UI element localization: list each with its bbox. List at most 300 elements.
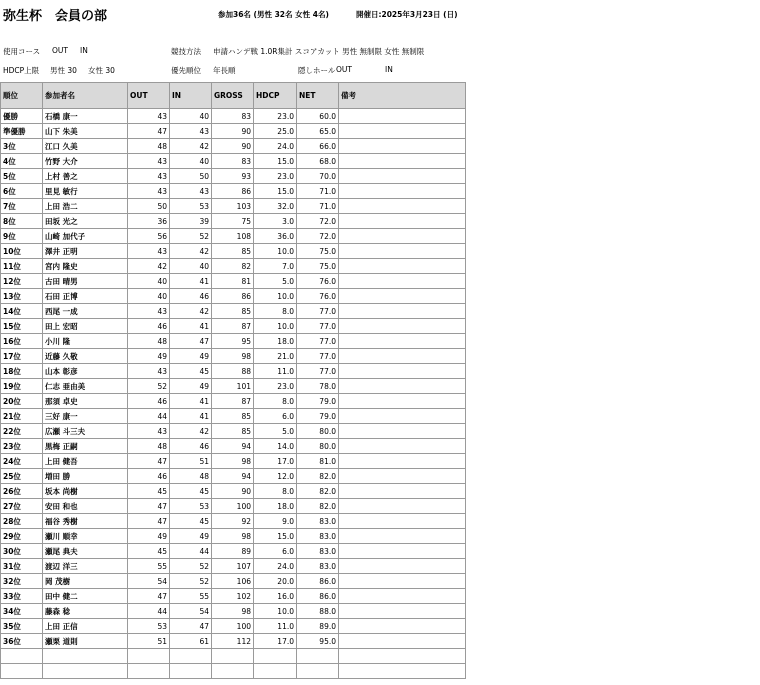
hdcp-cell: 8.0 (254, 484, 297, 499)
col-header-net: NET (297, 83, 339, 109)
gross-cell: 89 (212, 544, 254, 559)
rank-cell: 32位 (1, 574, 43, 589)
gross-cell: 95 (212, 334, 254, 349)
name-cell: 上田 健吾 (43, 454, 128, 469)
in-cell: 61 (170, 634, 212, 649)
table-row (1, 649, 466, 664)
gross-cell: 87 (212, 319, 254, 334)
gross-cell: 112 (212, 634, 254, 649)
table-row (1, 289, 466, 304)
hdcp-cell: 6.0 (254, 409, 297, 424)
rank-cell: 31位 (1, 559, 43, 574)
table-row (1, 559, 466, 574)
gross-cell: 107 (212, 559, 254, 574)
remarks-cell (339, 349, 466, 364)
table-row (1, 259, 466, 274)
net-cell: 86.0 (297, 574, 339, 589)
in-cell: 50 (170, 169, 212, 184)
method-label: 競技方法 (171, 47, 201, 56)
in-cell (170, 649, 212, 664)
name-cell: 三好 康一 (43, 409, 128, 424)
results-table (0, 82, 466, 679)
remarks-cell (339, 109, 466, 124)
out-cell: 47 (128, 589, 170, 604)
table-header-row (1, 83, 466, 109)
gross-cell: 83 (212, 154, 254, 169)
gross-cell: 85 (212, 244, 254, 259)
table-row (1, 664, 466, 679)
gross-cell: 85 (212, 424, 254, 439)
hdcp-cell: 10.0 (254, 604, 297, 619)
out-cell: 43 (128, 304, 170, 319)
table-row (1, 484, 466, 499)
table-row (1, 514, 466, 529)
hdcp-cell: 24.0 (254, 559, 297, 574)
gross-cell: 98 (212, 454, 254, 469)
net-cell: 66.0 (297, 139, 339, 154)
table-row (1, 604, 466, 619)
out-cell: 49 (128, 529, 170, 544)
in-cell: 41 (170, 394, 212, 409)
out-cell: 48 (128, 334, 170, 349)
in-cell: 48 (170, 469, 212, 484)
name-cell: 田坂 光之 (43, 214, 128, 229)
name-cell: 石田 正博 (43, 289, 128, 304)
net-cell: 77.0 (297, 304, 339, 319)
out-cell: 47 (128, 499, 170, 514)
table-row (1, 199, 466, 214)
in-cell: 41 (170, 274, 212, 289)
in-cell: 49 (170, 379, 212, 394)
in-cell: 41 (170, 409, 212, 424)
in-cell: 45 (170, 484, 212, 499)
hdcp-cell: 16.0 (254, 589, 297, 604)
out-cell: 43 (128, 154, 170, 169)
net-cell: 71.0 (297, 184, 339, 199)
table-row (1, 319, 466, 334)
gross-cell: 88 (212, 364, 254, 379)
gross-cell: 90 (212, 124, 254, 139)
page-title: 弥生杯 会員の部 (3, 9, 108, 24)
hidden-hole-label: 隠しホール (298, 66, 336, 75)
out-cell: 56 (128, 229, 170, 244)
name-cell: 渡辺 洋三 (43, 559, 128, 574)
net-cell: 68.0 (297, 154, 339, 169)
rank-cell: 18位 (1, 364, 43, 379)
gross-cell (212, 664, 254, 679)
hdcp-cell (254, 664, 297, 679)
rank-cell: 21位 (1, 409, 43, 424)
in-cell: 40 (170, 154, 212, 169)
net-cell: 75.0 (297, 244, 339, 259)
out-cell: 51 (128, 634, 170, 649)
out-cell: 43 (128, 364, 170, 379)
remarks-cell (339, 304, 466, 319)
hidden-hole-out: OUT (336, 65, 352, 74)
table-row (1, 349, 466, 364)
remarks-cell (339, 454, 466, 469)
gross-cell: 86 (212, 289, 254, 304)
hdcp-cell: 15.0 (254, 154, 297, 169)
rank-cell: 3位 (1, 139, 43, 154)
net-cell: 79.0 (297, 394, 339, 409)
table-row (1, 364, 466, 379)
net-cell: 78.0 (297, 379, 339, 394)
remarks-cell (339, 244, 466, 259)
hdcp-cell: 24.0 (254, 139, 297, 154)
rank-cell: 準優勝 (1, 124, 43, 139)
in-cell: 49 (170, 529, 212, 544)
remarks-cell (339, 634, 466, 649)
course-label: 使用コース (3, 47, 41, 56)
hdcp-cell: 15.0 (254, 529, 297, 544)
remarks-cell (339, 124, 466, 139)
name-cell: 石橋 康一 (43, 109, 128, 124)
out-cell: 45 (128, 484, 170, 499)
table-row (1, 124, 466, 139)
name-cell: 瀬栗 道則 (43, 634, 128, 649)
in-cell: 40 (170, 109, 212, 124)
hdcp-limit-male: 男性 30 (50, 66, 77, 75)
hdcp-cell: 12.0 (254, 469, 297, 484)
col-header-out: OUT (128, 83, 170, 109)
in-cell: 42 (170, 424, 212, 439)
remarks-cell (339, 574, 466, 589)
gross-cell: 86 (212, 184, 254, 199)
in-cell: 43 (170, 184, 212, 199)
table-row (1, 334, 466, 349)
name-cell: 近藤 久敬 (43, 349, 128, 364)
name-cell: 上田 正信 (43, 619, 128, 634)
remarks-cell (339, 664, 466, 679)
name-cell: 宮内 隆史 (43, 259, 128, 274)
out-cell: 44 (128, 604, 170, 619)
remarks-cell (339, 394, 466, 409)
in-cell: 46 (170, 439, 212, 454)
col-header-name: 参加者名 (43, 83, 128, 109)
gross-cell: 98 (212, 604, 254, 619)
out-cell: 43 (128, 424, 170, 439)
out-cell: 55 (128, 559, 170, 574)
rank-cell: 11位 (1, 259, 43, 274)
table-row (1, 574, 466, 589)
out-cell: 40 (128, 274, 170, 289)
hdcp-cell: 23.0 (254, 379, 297, 394)
name-cell (43, 649, 128, 664)
hidden-hole-in: IN (385, 65, 393, 74)
rank-cell: 17位 (1, 349, 43, 364)
rank-cell: 9位 (1, 229, 43, 244)
remarks-cell (339, 604, 466, 619)
net-cell: 80.0 (297, 439, 339, 454)
net-cell: 75.0 (297, 259, 339, 274)
net-cell: 72.0 (297, 229, 339, 244)
table-row (1, 214, 466, 229)
out-cell: 48 (128, 139, 170, 154)
in-cell: 39 (170, 214, 212, 229)
in-cell: 51 (170, 454, 212, 469)
rank-cell: 25位 (1, 469, 43, 484)
table-row (1, 274, 466, 289)
remarks-cell (339, 229, 466, 244)
hdcp-cell: 5.0 (254, 424, 297, 439)
rank-cell: 22位 (1, 424, 43, 439)
hdcp-cell: 25.0 (254, 124, 297, 139)
gross-cell: 93 (212, 169, 254, 184)
name-cell: 田中 健二 (43, 589, 128, 604)
table-row (1, 184, 466, 199)
rank-cell: 33位 (1, 589, 43, 604)
net-cell: 76.0 (297, 289, 339, 304)
col-header-remarks: 備考 (339, 83, 466, 109)
gross-cell: 100 (212, 499, 254, 514)
name-cell: 増田 勝 (43, 469, 128, 484)
remarks-cell (339, 469, 466, 484)
gross-cell: 98 (212, 529, 254, 544)
rank-cell: 23位 (1, 439, 43, 454)
net-cell: 77.0 (297, 364, 339, 379)
in-cell: 54 (170, 604, 212, 619)
net-cell: 86.0 (297, 589, 339, 604)
name-cell: 瀬川 順幸 (43, 529, 128, 544)
remarks-cell (339, 184, 466, 199)
table-row (1, 109, 466, 124)
out-cell: 43 (128, 169, 170, 184)
out-cell: 53 (128, 619, 170, 634)
table-row (1, 454, 466, 469)
net-cell (297, 649, 339, 664)
held-date: 開催日:2025年3月23日 (日) (356, 10, 458, 19)
name-cell: 古田 晴男 (43, 274, 128, 289)
net-cell: 72.0 (297, 214, 339, 229)
rank-cell: 7位 (1, 199, 43, 214)
hdcp-cell: 18.0 (254, 334, 297, 349)
name-cell: 里見 敏行 (43, 184, 128, 199)
in-cell: 52 (170, 229, 212, 244)
gross-cell: 81 (212, 274, 254, 289)
table-row (1, 589, 466, 604)
in-cell: 42 (170, 304, 212, 319)
hdcp-cell: 10.0 (254, 289, 297, 304)
net-cell: 82.0 (297, 484, 339, 499)
name-cell: 黒梅 正嗣 (43, 439, 128, 454)
in-cell: 45 (170, 364, 212, 379)
remarks-cell (339, 589, 466, 604)
name-cell: 仁志 亜由美 (43, 379, 128, 394)
out-cell: 43 (128, 184, 170, 199)
name-cell: 福谷 秀樹 (43, 514, 128, 529)
out-cell: 36 (128, 214, 170, 229)
in-cell: 41 (170, 319, 212, 334)
table-row (1, 409, 466, 424)
gross-cell: 92 (212, 514, 254, 529)
course-out: OUT (52, 46, 68, 55)
gross-cell: 75 (212, 214, 254, 229)
net-cell: 89.0 (297, 619, 339, 634)
remarks-cell (339, 424, 466, 439)
remarks-cell (339, 379, 466, 394)
gross-cell: 82 (212, 259, 254, 274)
gross-cell: 103 (212, 199, 254, 214)
col-header-hdcp: HDCP (254, 83, 297, 109)
rank-cell: 5位 (1, 169, 43, 184)
gross-cell: 108 (212, 229, 254, 244)
hdcp-cell: 11.0 (254, 619, 297, 634)
table-row (1, 304, 466, 319)
remarks-cell (339, 409, 466, 424)
out-cell: 46 (128, 394, 170, 409)
name-cell: 上村 善之 (43, 169, 128, 184)
name-cell: 小川 隆 (43, 334, 128, 349)
name-cell: 竹野 大介 (43, 154, 128, 169)
net-cell: 83.0 (297, 544, 339, 559)
rank-cell (1, 649, 43, 664)
hdcp-cell: 5.0 (254, 274, 297, 289)
net-cell: 83.0 (297, 514, 339, 529)
rank-cell: 35位 (1, 619, 43, 634)
in-cell: 44 (170, 544, 212, 559)
hdcp-cell: 14.0 (254, 439, 297, 454)
hdcp-cell: 36.0 (254, 229, 297, 244)
in-cell: 53 (170, 199, 212, 214)
out-cell: 46 (128, 319, 170, 334)
remarks-cell (339, 499, 466, 514)
remarks-cell (339, 199, 466, 214)
name-cell: 山本 彰彦 (43, 364, 128, 379)
table-row (1, 244, 466, 259)
in-cell: 47 (170, 334, 212, 349)
out-cell: 48 (128, 439, 170, 454)
priority-label: 優先順位 (171, 66, 201, 75)
in-cell: 53 (170, 499, 212, 514)
gross-cell: 83 (212, 109, 254, 124)
out-cell: 52 (128, 379, 170, 394)
net-cell: 82.0 (297, 499, 339, 514)
net-cell: 88.0 (297, 604, 339, 619)
table-row (1, 154, 466, 169)
table-row (1, 469, 466, 484)
name-cell: 瀬尾 典夫 (43, 544, 128, 559)
net-cell: 82.0 (297, 469, 339, 484)
out-cell: 49 (128, 349, 170, 364)
course-in: IN (80, 46, 88, 55)
rank-cell: 6位 (1, 184, 43, 199)
rank-cell: 28位 (1, 514, 43, 529)
hdcp-cell: 6.0 (254, 544, 297, 559)
in-cell: 42 (170, 139, 212, 154)
table-row (1, 634, 466, 649)
out-cell (128, 649, 170, 664)
hdcp-cell: 15.0 (254, 184, 297, 199)
hdcp-cell: 21.0 (254, 349, 297, 364)
priority-value: 年長順 (213, 66, 236, 75)
rank-cell: 優勝 (1, 109, 43, 124)
rank-cell: 34位 (1, 604, 43, 619)
gross-cell: 94 (212, 439, 254, 454)
out-cell: 47 (128, 514, 170, 529)
in-cell: 52 (170, 559, 212, 574)
rank-cell: 10位 (1, 244, 43, 259)
rank-cell (1, 664, 43, 679)
net-cell: 79.0 (297, 409, 339, 424)
hdcp-cell: 8.0 (254, 394, 297, 409)
rank-cell: 12位 (1, 274, 43, 289)
table-row (1, 499, 466, 514)
name-cell: 西尾 一成 (43, 304, 128, 319)
remarks-cell (339, 289, 466, 304)
out-cell: 44 (128, 409, 170, 424)
rank-cell: 29位 (1, 529, 43, 544)
gross-cell: 94 (212, 469, 254, 484)
name-cell: 江口 久美 (43, 139, 128, 154)
name-cell: 山崎 加代子 (43, 229, 128, 244)
hdcp-cell: 23.0 (254, 169, 297, 184)
in-cell: 55 (170, 589, 212, 604)
rank-cell: 13位 (1, 289, 43, 304)
method-value: 申請ハンデ戦 1.0R集計 スコアカット 男性 無制限 女性 無制限 (213, 47, 425, 56)
out-cell: 50 (128, 199, 170, 214)
out-cell (128, 664, 170, 679)
name-cell: 岡 茂樹 (43, 574, 128, 589)
gross-cell: 90 (212, 484, 254, 499)
rank-cell: 20位 (1, 394, 43, 409)
net-cell: 70.0 (297, 169, 339, 184)
rank-cell: 19位 (1, 379, 43, 394)
remarks-cell (339, 259, 466, 274)
col-header-in: IN (170, 83, 212, 109)
remarks-cell (339, 484, 466, 499)
table-row (1, 139, 466, 154)
table-row (1, 424, 466, 439)
remarks-cell (339, 439, 466, 454)
in-cell: 43 (170, 124, 212, 139)
hdcp-cell: 10.0 (254, 244, 297, 259)
table-row (1, 394, 466, 409)
name-cell: 山下 朱美 (43, 124, 128, 139)
remarks-cell (339, 559, 466, 574)
hdcp-cell: 3.0 (254, 214, 297, 229)
out-cell: 40 (128, 289, 170, 304)
rank-cell: 15位 (1, 319, 43, 334)
gross-cell: 102 (212, 589, 254, 604)
hdcp-cell: 17.0 (254, 634, 297, 649)
in-cell: 47 (170, 619, 212, 634)
remarks-cell (339, 154, 466, 169)
rank-cell: 14位 (1, 304, 43, 319)
rank-cell: 24位 (1, 454, 43, 469)
hdcp-cell: 23.0 (254, 109, 297, 124)
in-cell: 42 (170, 244, 212, 259)
gross-cell: 106 (212, 574, 254, 589)
out-cell: 47 (128, 454, 170, 469)
net-cell: 76.0 (297, 274, 339, 289)
name-cell: 藤森 稔 (43, 604, 128, 619)
gross-cell: 100 (212, 619, 254, 634)
rank-cell: 16位 (1, 334, 43, 349)
out-cell: 54 (128, 574, 170, 589)
hdcp-cell: 9.0 (254, 514, 297, 529)
table-row (1, 529, 466, 544)
net-cell (297, 664, 339, 679)
net-cell: 77.0 (297, 319, 339, 334)
remarks-cell (339, 319, 466, 334)
in-cell: 45 (170, 514, 212, 529)
remarks-cell (339, 529, 466, 544)
net-cell: 80.0 (297, 424, 339, 439)
name-cell: 広瀬 斗三夫 (43, 424, 128, 439)
net-cell: 77.0 (297, 349, 339, 364)
hdcp-cell: 11.0 (254, 364, 297, 379)
